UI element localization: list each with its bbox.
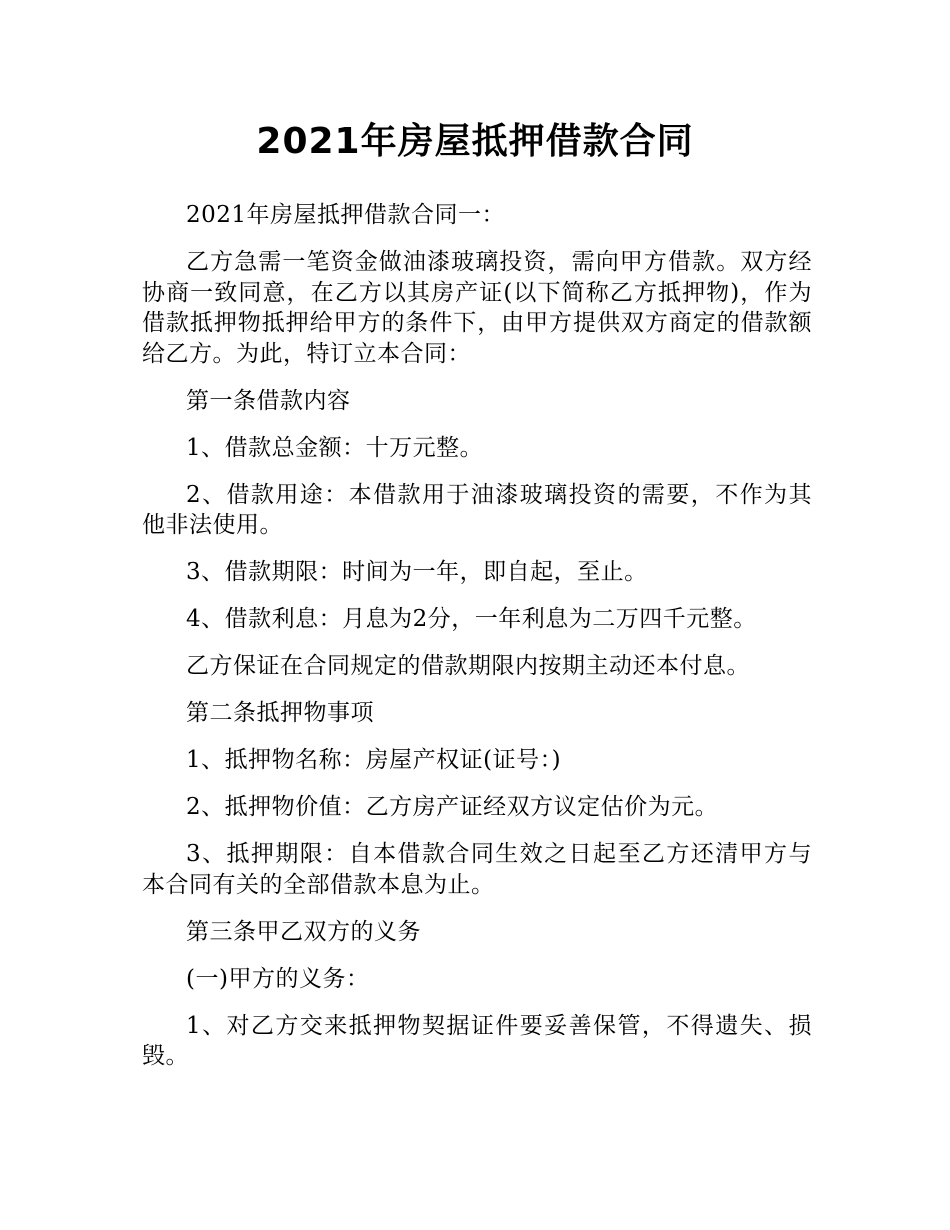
document-title: 2021年房屋抵押借款合同 xyxy=(256,121,694,162)
paragraph-collateral-name: 1、抵押物名称：房屋产权证(证号：) xyxy=(186,747,562,774)
paragraph-article-1-heading: 第一条借款内容 xyxy=(186,387,351,414)
paragraph-loan-purpose: 2、借款用途：本借款用于油漆玻璃投资的需要，不作为其他非法使用。 xyxy=(142,481,812,539)
paragraph-mortgage-term: 3、抵押期限：自本借款合同生效之日起至乙方还清甲方与本合同有关的全部借款本息为止。 xyxy=(142,841,812,898)
paragraph-article-3-heading: 第三条甲乙双方的义务 xyxy=(186,918,421,945)
paragraph-article-2-heading: 第二条抵押物事项 xyxy=(186,700,374,727)
document-body xyxy=(142,200,812,1088)
paragraph-loan-interest: 4、借款利息：月息为2分，一年利息为二万四千元整。 xyxy=(186,606,757,633)
paragraph-loan-term: 3、借款期限：时间为一年，即自起，至止。 xyxy=(186,559,648,586)
paragraph-collateral-value: 2、抵押物价值：乙方房产证经双方议定估价为元。 xyxy=(186,794,719,821)
paragraph-party-a-duties-heading: (一)甲方的义务： xyxy=(186,965,370,992)
paragraph-party-a-duty-1: 1、对乙方交来抵押物契据证件要妥善保管，不得遗失、损毁。 xyxy=(142,1012,812,1070)
paragraph-loan-amount: 1、借款总金额：十万元整。 xyxy=(186,434,484,461)
paragraph-contract-heading: 2021年房屋抵押借款合同一： xyxy=(186,202,506,228)
paragraph-repayment-guarantee: 乙方保证在合同规定的借款期限内按期主动还本付息。 xyxy=(186,653,750,680)
paragraph-preamble: 乙方急需一笔资金做油漆玻璃投资，需向甲方借款。双方经协商一致同意，在乙方以其房产证(以下简称乙方抵押物)，作为借款抵押物抵押给甲方的条件下，由甲方提供双方商定的借款额给乙方。为此，特订立本合同： xyxy=(142,248,812,367)
